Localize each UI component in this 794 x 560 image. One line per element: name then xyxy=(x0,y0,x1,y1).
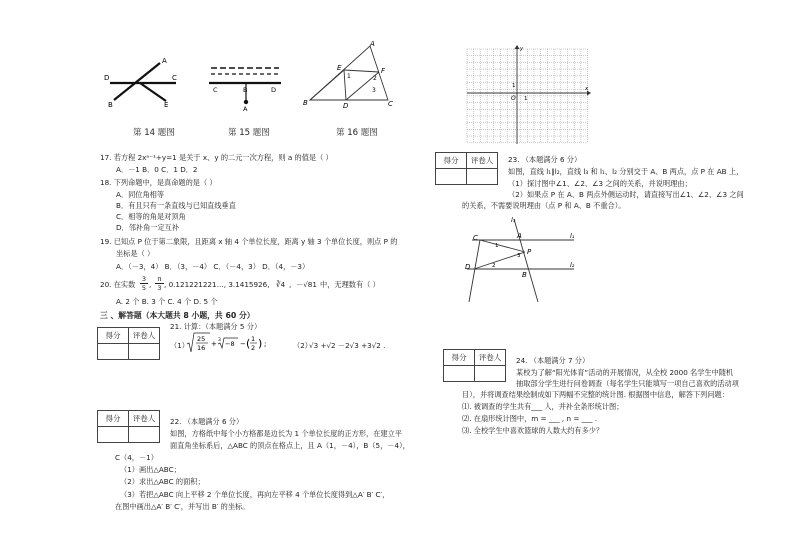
fig15-label-c: C xyxy=(213,86,218,94)
q20-neg-sqrt81: －√81 xyxy=(296,280,317,289)
fig23-label-p: P xyxy=(527,248,532,256)
fig16-label-e: E xyxy=(337,64,342,72)
q24-line-2: 抽取部分学生进行问卷调查（每名学生只能填写一项自己喜欢的活动项 xyxy=(516,379,739,388)
q24-score-box xyxy=(443,349,506,382)
grader-cell[interactable] xyxy=(467,169,498,185)
q21-title: 21. 计算：（本题满分 5 分） xyxy=(170,322,262,331)
fig23-label-d: D xyxy=(465,263,471,271)
svg-text:25: 25 xyxy=(197,335,206,343)
q20-text-2: , 0.121221221…, 3.1415926, xyxy=(164,280,270,289)
q22-title: 22. （本题满分 6 分） xyxy=(170,417,244,426)
q21-score-box xyxy=(97,327,160,360)
fig23-label-l1: l₁ xyxy=(570,232,575,240)
q19-text: 19. 已知点 P 位于第二象限，且距离 x 轴 4 个单位长度，距离 y 轴 3 个单位长度，则点 P 的 xyxy=(100,237,398,246)
fig14-label-a: A xyxy=(162,57,167,65)
q22-score-box xyxy=(97,410,160,443)
grid-label-o: O xyxy=(511,95,516,102)
q18-text: 18. 下列命题中，是真命题的是（ ） xyxy=(100,178,217,187)
q19-text-2: 坐标是（ ） xyxy=(116,249,155,258)
svg-text:+: + xyxy=(211,340,217,348)
q24-line-1: 某校为了解“阳光体育”活动的开展情况，从全校 2000 名学生中随机 xyxy=(516,368,734,377)
svg-text:2: 2 xyxy=(251,344,256,352)
fig14-line-oe xyxy=(140,83,166,101)
q21-part2-label: （2） xyxy=(293,341,312,350)
y-axis-arrow xyxy=(515,45,520,49)
q17-options: A．－1 B．0 C．1 D．2 xyxy=(116,165,198,174)
fig23-label-b: B xyxy=(522,271,527,279)
score-label: 得分 xyxy=(98,328,129,344)
fig15-point-a xyxy=(244,100,248,104)
figure-16 xyxy=(300,40,400,110)
fig15-label-d: D xyxy=(271,86,277,94)
caption-fig14: 第 14 题图 xyxy=(133,128,175,138)
fig16-label-d: D xyxy=(343,102,349,110)
figure-23 xyxy=(462,214,580,306)
q22-line-5: （2）求出△ABC 的面积； xyxy=(120,477,205,486)
svg-text:−: − xyxy=(240,340,246,348)
q20-options: A. 2 个 B. 3 个 C. 4 个 D. 5 个 xyxy=(116,297,218,306)
fig23-label-3: 3 xyxy=(517,253,521,259)
q19-options: A．（－3，4） B．（3，－4） C．（－4，3） D．（4，－3） xyxy=(116,262,310,271)
q20-fraction-3-5: 3 5 xyxy=(141,275,147,292)
score-cell[interactable] xyxy=(436,169,467,185)
score-cell[interactable] xyxy=(98,344,129,360)
svg-text:3: 3 xyxy=(218,338,221,343)
q20-text-3: , xyxy=(289,280,292,289)
fig16-label-1: 1 xyxy=(347,73,351,80)
q22-line-1: 如图，方格纸中每个小方格都是边长为 1 个单位长度的正方形，在建立平 xyxy=(170,429,402,438)
q18-option-c: C．相等的角是对顶角 xyxy=(116,212,186,221)
fig16-line-be xyxy=(310,70,344,100)
fig16-label-2: 2 xyxy=(373,75,377,82)
fig15-label-b: B xyxy=(243,86,248,94)
q18-option-a: A．同位角相等 xyxy=(116,190,165,199)
q20-text: 20. 在实数 xyxy=(100,280,136,289)
fig23-label-c: C xyxy=(473,234,478,242)
q21-part1-label: （1） xyxy=(170,341,189,350)
fig23-label-1: 1 xyxy=(495,243,499,249)
grid-label-1y: 1 xyxy=(512,83,516,89)
fig23-label-l3: l₃ xyxy=(511,216,516,224)
q23-score-box xyxy=(435,152,498,185)
fig16-label-f: F xyxy=(381,67,386,75)
fig15-label-a: A xyxy=(243,105,248,112)
caption-fig15: 第 15 题图 xyxy=(228,128,270,138)
fig23-line-cp xyxy=(480,240,525,252)
q18-option-b: B．有且只有一条直线与已知直线垂直 xyxy=(116,201,236,210)
q23-title: 23. （本题满分 6 分） xyxy=(508,155,582,164)
fig14-label-c: C xyxy=(172,74,177,82)
figure-15 xyxy=(207,62,287,112)
fig16-line-ef xyxy=(344,70,379,72)
q20-cbrt4: ∛4 xyxy=(276,280,286,289)
q24-line-3: 目），并将调查结果绘制成如下两幅不完整的统计图. 根据图中信息，解答下列问题： xyxy=(462,390,729,399)
caption-fig16: 第 16 题图 xyxy=(336,128,378,138)
svg-text:16: 16 xyxy=(197,344,206,352)
fig16-label-b: B xyxy=(303,99,308,107)
fig16-label-c: C xyxy=(388,100,393,108)
grader-cell[interactable] xyxy=(475,366,506,382)
q21-part2-expr: √3 +√2 －2√3 +3√2 . xyxy=(309,341,386,350)
score-cell[interactable] xyxy=(98,427,129,443)
fig23-label-2: 2 xyxy=(492,263,496,269)
q23-line-4: 的关系，不需要说明理由（点 P 和 A、B 不重合）。 xyxy=(462,201,626,210)
svg-text:): ) xyxy=(258,337,263,350)
svg-text:−8: −8 xyxy=(225,340,235,348)
q17-text: 17. 若方程 2xᵃ⁻¹+y=1 是关于 x、y 的二元一次方程，则 a 的值是（ ） xyxy=(100,153,333,162)
fig23-line-left xyxy=(469,240,480,302)
fig23-label-l2: l₂ xyxy=(570,261,575,269)
fig14-label-d: D xyxy=(104,74,110,82)
section3-title: 三 、解答题（本大题共 8 小题，共 60 分） xyxy=(100,311,255,320)
fig16-label-a: A xyxy=(370,40,375,48)
fig23-label-a: A xyxy=(517,232,522,240)
q24-title: 24. （本题满分 7 分） xyxy=(516,356,590,365)
q23-line-3: （2）如果点 P 在 A、B 两点外侧运动时，请直接写出∠1、∠2、∠3 之间 xyxy=(508,190,744,199)
grader-label: 评卷人 xyxy=(129,328,160,344)
score-cell[interactable] xyxy=(444,366,475,382)
q23-line-1: 如图，直线 l₁∥l₂，直线 l₃ 和 l₁、l₂ 分别交于 A、B 两点，点 P 在 AB 上， xyxy=(508,167,744,176)
grid-label-y: y xyxy=(520,46,524,52)
fig14-label-e: E xyxy=(164,101,169,109)
q18-option-d: D．邻补角一定互补 xyxy=(116,223,180,232)
figure-14 xyxy=(100,55,190,115)
coordinate-grid xyxy=(463,44,593,150)
grader-label: 评卷人 xyxy=(475,350,506,366)
grader-label: 评卷人 xyxy=(467,153,498,169)
score-label: 得分 xyxy=(98,411,129,427)
svg-text:;: ; xyxy=(264,340,267,348)
q20-text-4: 中，无理数有（ ） xyxy=(320,280,380,289)
score-label: 得分 xyxy=(436,153,467,169)
fig14-line-ab xyxy=(114,63,160,100)
fig16-line-ed xyxy=(344,70,346,100)
q22-line-7: 在图中画出△A′ B′ C′，并写出 B′ 的坐标。 xyxy=(115,502,250,511)
grader-label: 评卷人 xyxy=(129,411,160,427)
q23-line-2: （1）探讨图中∠1、∠2、∠3 之间的关系，并说明理由； xyxy=(508,179,692,188)
svg-text:(: ( xyxy=(246,337,251,350)
q24-line-4: ⑴. 被调查的学生共有___ 人，并补全条形统计图； xyxy=(462,402,624,411)
fig14-label-b: B xyxy=(108,101,113,109)
q24-line-6: ⑶. 全校学生中喜欢篮球的人数大约有多少？ xyxy=(462,426,604,435)
grader-cell[interactable] xyxy=(129,344,160,360)
grid-label-1x: 1 xyxy=(524,96,528,102)
q20-fraction-pi-3: π 3 xyxy=(155,275,164,292)
q21-part1-math xyxy=(186,330,278,356)
q24-line-5: ⑵. 在扇形统计图中，m = ___ , n = ___ . xyxy=(462,414,597,423)
svg-text:1: 1 xyxy=(251,335,256,343)
fig16-label-3: 3 xyxy=(372,87,376,94)
q22-line-6: （3）若把△ABC 向上平移 2 个单位长度，再向左平移 4 个单位长度得到△A′ B′ C′， xyxy=(120,490,390,499)
grader-cell[interactable] xyxy=(129,427,160,443)
grid-label-x: x xyxy=(585,86,589,92)
q22-line-4: （1）画出△ABC； xyxy=(120,465,181,474)
score-label: 得分 xyxy=(444,350,475,366)
q22-line-3: C（4，－1） xyxy=(115,453,158,462)
q22-line-2: 面直角坐标系后，△ABC 的顶点在格点上，且 A（1，－4），B（5，－4）， xyxy=(170,441,410,450)
